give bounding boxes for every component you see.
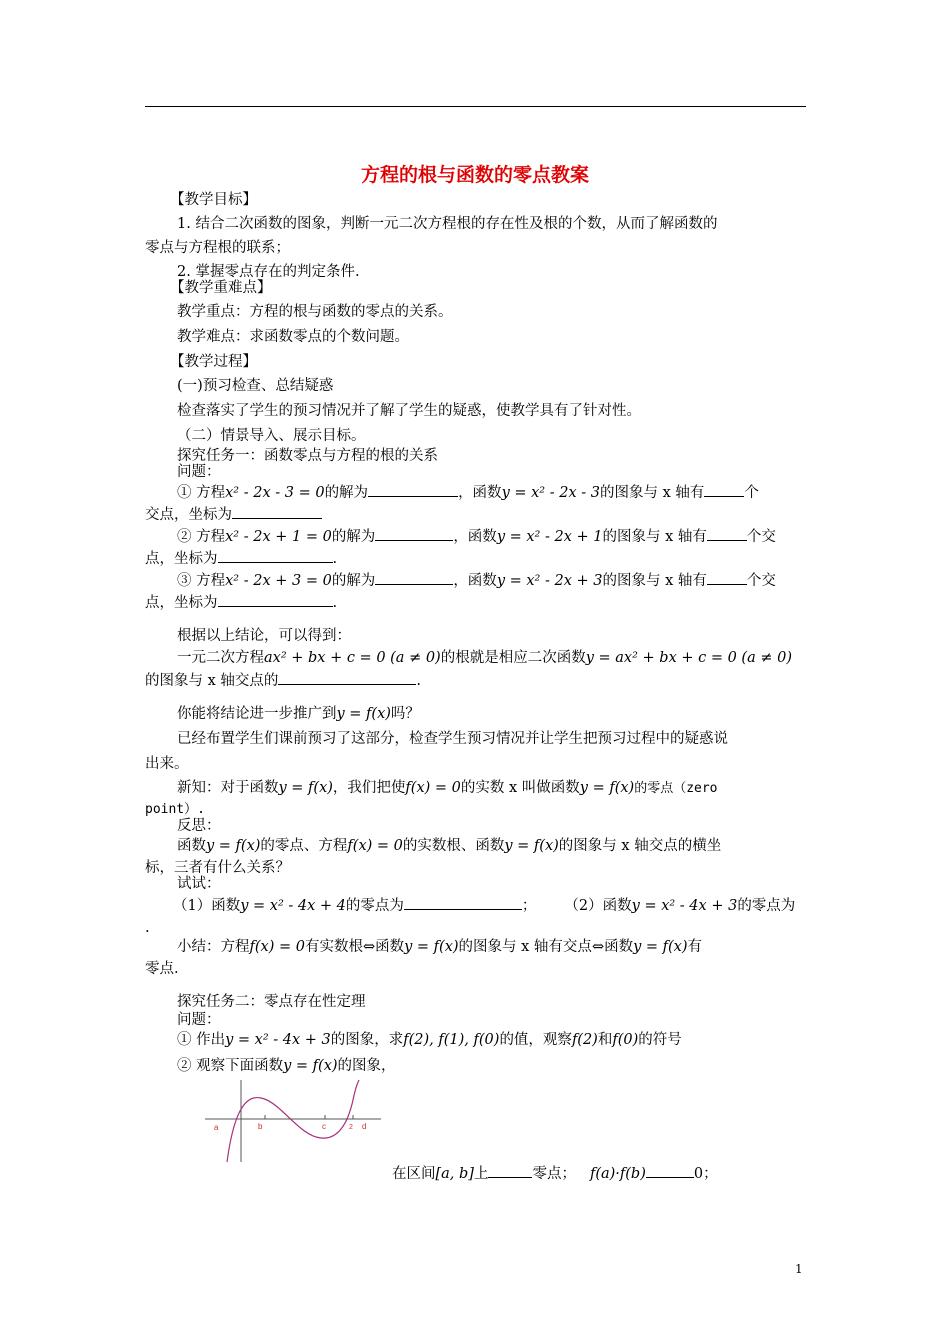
t2q1-f0: f(0) xyxy=(612,1032,639,1048)
interval-product: f(a)·f(b) xyxy=(589,1166,646,1182)
conclusion-line-1 xyxy=(177,648,792,668)
try-line-end: . xyxy=(145,920,150,936)
interval-text: 零点； xyxy=(532,1166,576,1182)
t2q2-text: 的图象， xyxy=(337,1058,396,1074)
step-1-text: 检查落实了学生的预习情况并了解了学生的疑惑，使教学具有了针对性。 xyxy=(177,403,641,419)
reflect-function: y = f(x) xyxy=(504,838,559,854)
try-1-blank[interactable] xyxy=(404,895,522,910)
question-label: 问题： xyxy=(177,464,221,480)
t2q1-text: 的符号 xyxy=(638,1032,682,1048)
q1-text: ，函数 xyxy=(458,485,502,501)
try-text: 的零点为 xyxy=(345,898,404,914)
try-text: （2）函数 xyxy=(564,898,632,914)
reflect-text: 函数 xyxy=(177,838,206,854)
preparation-line-2: 出来。 xyxy=(145,756,189,772)
reflect-equation: f(x) = 0 xyxy=(347,838,403,854)
interval-ab: [a, b] xyxy=(435,1166,474,1182)
q2-text: 的解为 xyxy=(331,529,376,545)
conclusion-text: 的图象与 x 轴交点的 xyxy=(145,673,279,689)
q3-function: y = x² - 2x + 3 xyxy=(496,573,603,589)
conclusion-intro: 根据以上结论，可以得到： xyxy=(177,628,351,644)
summary-function: y = f(x) xyxy=(633,939,688,955)
new-text: ，我们把使 xyxy=(332,780,406,796)
new-equation: f(x) = 0 xyxy=(405,780,461,796)
q3-text: ③ 方程 xyxy=(177,573,226,589)
try-2-function: y = x² - 4x + 3 xyxy=(631,898,738,914)
q1-solution-blank[interactable] xyxy=(368,482,458,497)
summary-text: 有实数根 xyxy=(304,939,363,955)
t2q1-text: 的值，观察 xyxy=(499,1032,572,1048)
function-curve xyxy=(227,1080,359,1162)
question-3-line-2: 点，坐标为 . xyxy=(145,592,337,613)
question-2-line-2: 点，坐标为 . xyxy=(145,548,337,569)
summary-equation: f(x) = 0 xyxy=(249,939,305,955)
extend-function: y = f(x) xyxy=(336,706,391,722)
q2-text: 的图象与 x 轴有 xyxy=(602,529,707,545)
summary-text: 有 xyxy=(687,939,703,955)
interval-text: 上 xyxy=(473,1166,489,1182)
summary-text: 函数 xyxy=(375,939,405,955)
question-3-line-1 xyxy=(177,570,776,591)
interval-text: 0； xyxy=(693,1166,718,1182)
extend-text: 你能将结论进一步推广到 xyxy=(177,706,337,722)
q1-text: 的解为 xyxy=(324,485,369,501)
conclusion-line-2: 的图象与 x 轴交点的 . xyxy=(145,670,421,691)
q3-text: ，函数 xyxy=(453,573,497,589)
task-2-question-1 xyxy=(177,1030,682,1050)
extend-question xyxy=(177,704,420,724)
t2q2-function: y = f(x) xyxy=(283,1058,338,1074)
conclusion-blank[interactable] xyxy=(278,670,416,685)
goal-1-line-1: 1. 结合二次函数的图象，判断一元二次方程根的存在性及根的个数，从而了解函数的 xyxy=(177,216,718,232)
q1-text: ① 方程 xyxy=(177,485,226,501)
hard-point: 教学难点：求函数零点的个数问题。 xyxy=(177,329,409,345)
q1-text: 交点，坐标为 xyxy=(145,507,232,523)
summary-line-1 xyxy=(177,937,702,957)
summary-text: 小结：方程 xyxy=(177,939,250,955)
t2q1-values: f(2), f(1), f(0) xyxy=(403,1032,500,1048)
summary-line-2: 零点. xyxy=(145,961,179,977)
reflect-line-2: 标，三者有什么关系？ xyxy=(145,860,290,876)
new-function: y = f(x) xyxy=(579,780,635,796)
document-title: 方程的根与函数的零点教案 xyxy=(360,164,589,186)
goal-2: 2. 掌握零点存在的判定条件. xyxy=(177,264,360,280)
step-1-heading: (一)预习检查、总结疑惑 xyxy=(177,378,334,394)
q3-equation: x² - 2x + 3 = 0 xyxy=(225,573,332,589)
summary-function: y = f(x) xyxy=(404,939,459,955)
q1-equation: x² - 2x - 3 = 0 xyxy=(225,485,325,501)
task-2-question-label: 问题： xyxy=(177,1012,221,1028)
q3-text: 个交 xyxy=(746,573,776,589)
try-text: （1）函数 xyxy=(173,898,241,914)
q1-function: y = x² - 2x - 3 xyxy=(501,485,600,501)
task-1-heading: 探究任务一：函数零点与方程的根的关系 xyxy=(177,448,438,464)
section-process-heading: 【教学过程】 xyxy=(170,354,257,370)
cubic-function-graph xyxy=(203,1078,383,1164)
q2-text: 个交 xyxy=(746,529,776,545)
interval-text: 在区间 xyxy=(392,1166,436,1182)
conclusion-equation: ax² + bx + c = 0 (a ≠ 0) xyxy=(264,650,441,666)
q1-coordinate-blank[interactable] xyxy=(232,504,322,519)
section-goals-heading: 【教学目标】 xyxy=(170,192,257,208)
new-function: y = f(x) xyxy=(278,780,333,796)
key-point: 教学重点：方程的根与函数的零点的关系。 xyxy=(177,304,453,320)
try-label: 试试： xyxy=(177,876,221,892)
step-2-heading: （二）情景导入、展示目标。 xyxy=(177,428,366,444)
header-rule xyxy=(145,106,806,107)
page-number: 1 xyxy=(795,1262,803,1276)
section-key-heading: 【教学重难点】 xyxy=(170,280,272,296)
interval-question xyxy=(392,1163,718,1184)
reflect-text: 的零点、方程 xyxy=(260,838,348,854)
q2-coordinate-blank[interactable] xyxy=(218,548,333,563)
reflect-label: 反思： xyxy=(177,818,221,834)
label-a: a xyxy=(214,1123,219,1132)
q3-text: 的解为 xyxy=(331,573,376,589)
reflect-text: 的实数根、函数 xyxy=(402,838,505,854)
t2q1-text: ① 作出 xyxy=(177,1032,226,1048)
q2-text: ，函数 xyxy=(453,529,497,545)
q3-coordinate-blank[interactable] xyxy=(218,592,333,607)
q1-count-blank[interactable] xyxy=(704,482,744,497)
t2q1-text: 和 xyxy=(597,1032,613,1048)
q2-count-blank[interactable] xyxy=(707,526,747,541)
goal-1-line-2: 零点与方程根的联系； xyxy=(145,240,290,256)
reflect-line-1 xyxy=(177,836,721,856)
task-2-question-2 xyxy=(177,1056,396,1076)
iff-symbol: ⇔ xyxy=(591,939,605,955)
summary-text: 的图象与 x 轴有交点 xyxy=(458,939,592,955)
iff-symbol: ⇔ xyxy=(362,939,376,955)
label-c: c xyxy=(322,1122,326,1131)
extend-text: 吗？ xyxy=(390,706,420,722)
t2q1-function: y = x² - 4x + 3 xyxy=(225,1032,331,1048)
q2-text: 点，坐标为 xyxy=(145,551,218,567)
label-d: d xyxy=(362,1122,367,1131)
t2q2-text: ② 观察下面函数 xyxy=(177,1058,284,1074)
try-line xyxy=(173,895,795,916)
question-1-line-2 xyxy=(145,504,322,525)
try-text: 的零点为 xyxy=(737,898,796,914)
q2-text: ② 方程 xyxy=(177,529,226,545)
try-text: ； xyxy=(521,898,537,914)
preparation-line-1: 已经布置学生们课前预习了这部分，检查学生预习情况并让学生把预习过程中的疑惑说 xyxy=(177,731,728,747)
question-1-line-1 xyxy=(177,482,759,503)
q3-solution-blank[interactable] xyxy=(375,570,453,585)
q3-text: 点，坐标为 xyxy=(145,595,218,611)
interval-zero-blank[interactable] xyxy=(488,1163,532,1178)
new-text: 的实数 x 叫做函数 xyxy=(460,780,580,796)
conclusion-function: y = ax² + bx + c = 0 (a ≠ 0) xyxy=(585,650,792,666)
q1-text: 个 xyxy=(744,485,759,501)
summary-text: 函数 xyxy=(604,939,634,955)
q1-text: 的图象与 x 轴有 xyxy=(599,485,705,501)
new-text: 新知：对于函数 xyxy=(177,780,279,796)
label-b: b xyxy=(258,1122,263,1131)
q3-count-blank[interactable] xyxy=(707,570,747,585)
reflect-text: 的图象与 x 轴交点的横坐 xyxy=(558,838,722,854)
t2q1-text: 的图象，求 xyxy=(330,1032,404,1048)
conclusion-text: 一元二次方程 xyxy=(177,650,264,666)
question-2-line-1 xyxy=(177,526,776,547)
new-text: 的零点（zero xyxy=(634,781,718,796)
q2-solution-blank[interactable] xyxy=(375,526,453,541)
new-knowledge-line-2: point）. xyxy=(145,802,205,817)
try-1-function: y = x² - 4x + 4 xyxy=(240,898,346,914)
q3-text: 的图象与 x 轴有 xyxy=(602,573,707,589)
reflect-function: y = f(x) xyxy=(206,838,261,854)
q2-equation: x² - 2x + 1 = 0 xyxy=(225,529,332,545)
q2-function: y = x² - 2x + 1 xyxy=(496,529,603,545)
t2q1-f2: f(2) xyxy=(571,1032,598,1048)
task-2-heading: 探究任务二：零点存在性定理 xyxy=(177,994,366,1010)
new-knowledge-line-1 xyxy=(177,778,718,799)
conclusion-text: 的根就是相应二次函数 xyxy=(440,650,586,666)
label-2: 2 xyxy=(349,1124,353,1131)
interval-sign-blank[interactable] xyxy=(646,1163,694,1178)
